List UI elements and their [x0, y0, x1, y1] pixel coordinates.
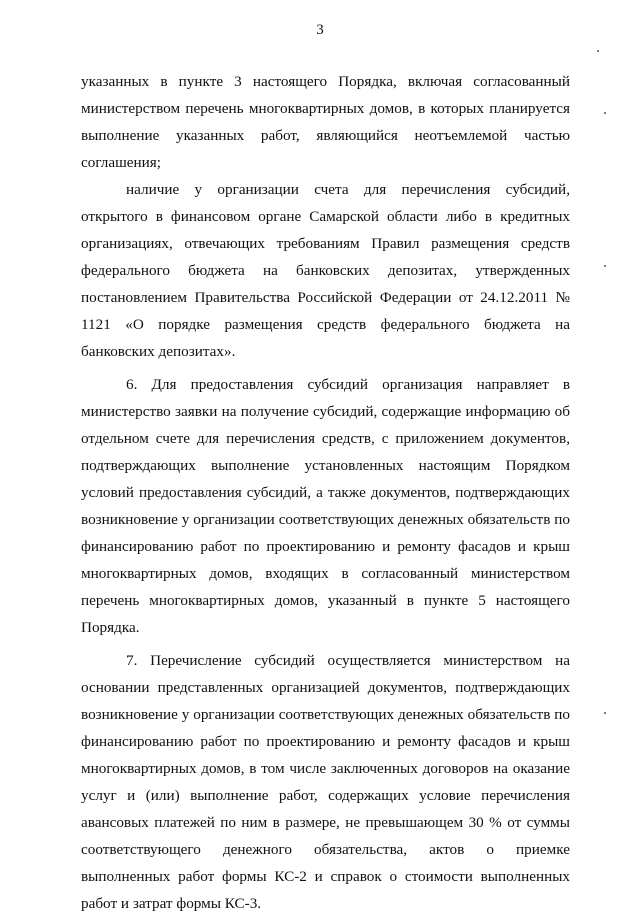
paragraph-item-7: 7. Перечисление субсидий осуществляется министерством на основании представленных организацией документов, подтверждающих возникновение у организации соответствующих денежных обязательств по финансированию работ по проектированию и ремонту фасадов и крыш многоквартирных домов, в том числе заключенных договоров на оказание услуг и (или) выполнение работ, содержащих условие перечисления авансовых платежей по ним в размере, не превышающем 30 % от суммы соответствующего денежного обязательства, актов о приемке выполненных работ формы КС-2 и справок о стоимости выполненных работ и затрат формы КС-3.: [81, 652, 570, 912]
scan-speck: [597, 50, 599, 52]
paragraph-continuation: указанных в пункте 3 настоящего Порядка, включая согласованный министерством перечень многоквартирных домов, в которых планируется выполнение указанных работ, являющийся неотъемлемой частью соглашения;: [81, 73, 570, 171]
document-body: [81, 68, 570, 917]
scan-speck: [604, 712, 606, 714]
page-number: 3: [316, 22, 324, 38]
paragraph-item-6: 6. Для предоставления субсидий организация направляет в министерство заявки на получение субсидий, содержащие информацию об отдельном счете для перечисления средств, с приложением документов, подтверждающих выполнение установленных настоящим Порядком условий предоставления субсидий, а также документов, подтверждающих возникновение у организации соответствующих денежных обязательств по финансированию работ по проектированию и ремонту фасадов и крыш многоквартирных домов, входящих в согласованный министерством перечень многоквартирных домов, указанный в пункте 5 настоящего Порядка.: [81, 376, 570, 636]
scan-speck: [604, 265, 606, 267]
scan-speck: [604, 112, 606, 114]
paragraph-account-requirement: наличие у организации счета для перечисления субсидий, открытого в финансовом органе Самарской области либо в кредитных организациях, отвечающих требованиям Правил размещения средств федерального бюджета на банковских депозитах, утвержденных постановлением Правительства Российской Федерации от 24.12.2011 № 1121 «О порядке размещения средств федерального бюджета на банковских депозитах».: [81, 181, 570, 360]
